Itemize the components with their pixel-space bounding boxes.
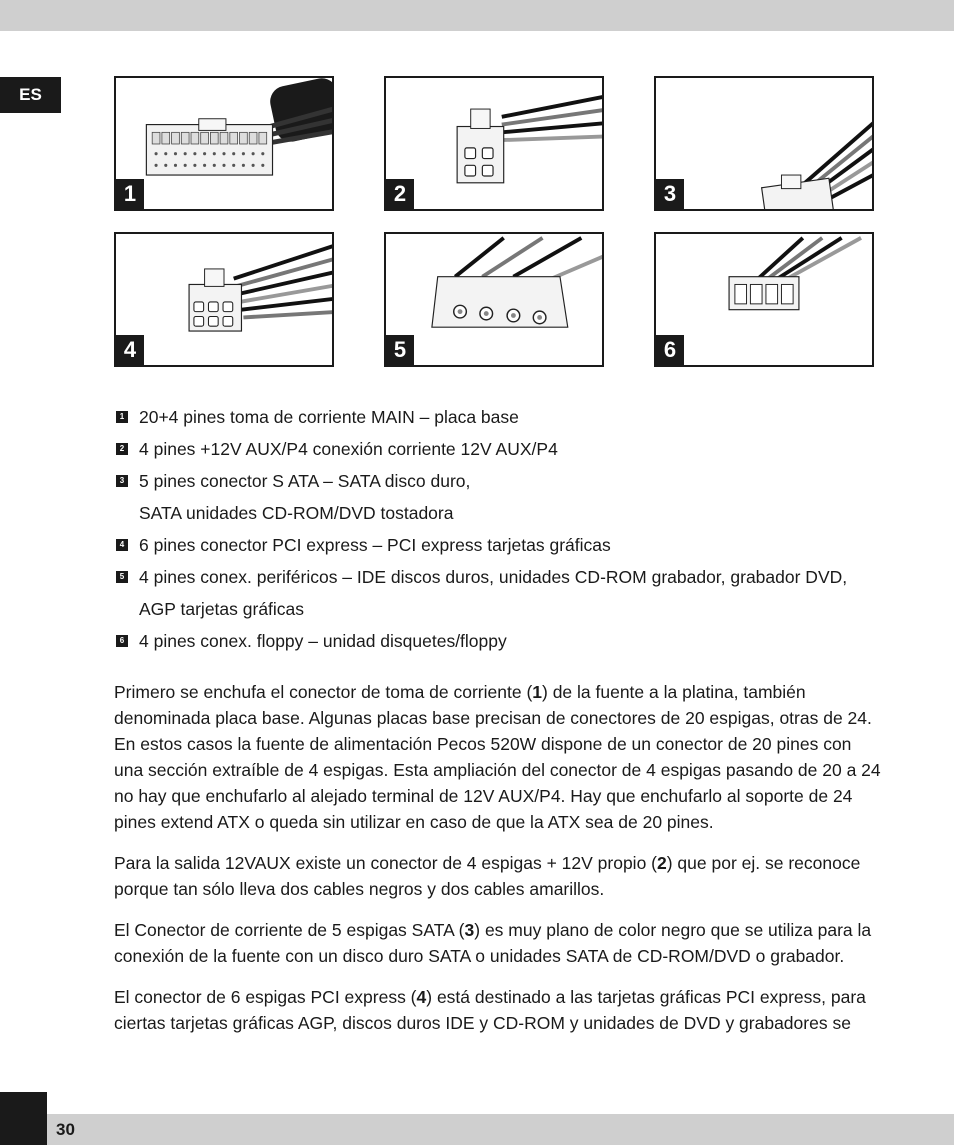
figure-number: 6 — [656, 335, 684, 365]
list-number-badge: 5 — [116, 571, 128, 583]
paragraph-text: El Conector de corriente de 5 espigas SATA ( — [114, 920, 465, 940]
list-item-text: 4 pines +12V AUX/P4 conexión corriente 12V AUX/P4 — [139, 439, 558, 459]
list-number-badge: 4 — [116, 539, 128, 551]
list-item — [116, 529, 896, 561]
p4-4pin-connector-illustration — [386, 78, 602, 209]
paragraph — [114, 917, 884, 969]
paragraph — [114, 984, 884, 1036]
figure-1 — [114, 76, 334, 211]
connector-legend-list — [116, 401, 896, 657]
paragraph — [114, 679, 884, 835]
list-item-text-continued: SATA unidades CD-ROM/DVD tostadora — [139, 503, 454, 523]
figure-5 — [384, 232, 604, 367]
page-number: 30 — [56, 1120, 75, 1139]
list-item — [116, 465, 896, 529]
figure-number: 4 — [116, 335, 144, 365]
paragraph-text: ) está destinado a las tarjetas gráficas PCI express, para ciertas tarjetas gráficas AGP, discos duros IDE y CD-ROM y unidades de DVD y grabadores se — [114, 987, 866, 1033]
figure-3 — [654, 76, 874, 211]
list-number-badge: 2 — [116, 443, 128, 455]
header-bar — [0, 0, 954, 31]
figure-reference: 3 — [464, 920, 475, 940]
list-item-text: 4 pines conex. periféricos – IDE discos duros, unidades CD-ROM grabador, grabador DVD, — [139, 567, 848, 587]
pcie-6pin-connector-illustration — [116, 234, 332, 365]
language-tab: ES — [0, 77, 61, 113]
figure-4 — [114, 232, 334, 367]
paragraph — [114, 850, 884, 902]
list-item-text: 20+4 pines toma de corriente MAIN – placa base — [139, 407, 519, 427]
list-item-text: 5 pines conector S ATA – SATA disco duro, — [139, 471, 471, 491]
paragraph-text: ) de la fuente a la platina, también denominada placa base. Algunas placas base precisan de conectores de 20 espigas, otras de 24. En estos casos la fuente de alimentación Pecos 520W dispone de un conector de 20 pines con una sección extraíble de 4 espigas. Esta ampliación del conector de 4 espigas pasando de 20 a 24 no hay que enchufarlo al alejado terminal de 12V AUX/P4. Hay que enchufarlo al soporte de 24 pines extend ATX o queda sin utilizar en caso de que la ATX sea de 20 pines. — [114, 682, 881, 832]
body-text — [114, 679, 884, 1051]
list-number-badge: 1 — [116, 411, 128, 423]
sata-connector-illustration — [656, 78, 872, 209]
list-item-text-continued: AGP tarjetas gráficas — [139, 599, 305, 619]
footer-bar — [47, 1114, 954, 1145]
figure-reference: 4 — [416, 987, 427, 1007]
list-item-text: 6 pines conector PCI express – PCI express tarjetas gráficas — [139, 535, 611, 555]
footer-marker — [0, 1092, 47, 1145]
figure-2 — [384, 76, 604, 211]
list-item — [116, 433, 896, 465]
figure-number: 5 — [386, 335, 414, 365]
list-item — [116, 625, 896, 657]
list-item-text: 4 pines conex. floppy – unidad disquetes/floppy — [139, 631, 507, 651]
figure-reference: 2 — [657, 853, 667, 873]
list-item — [116, 561, 896, 625]
figure-number: 1 — [116, 179, 144, 209]
paragraph-text: ) que por ej. se reconoce porque tan sólo lleva dos cables negros y dos cables amarillos. — [114, 853, 861, 899]
list-number-badge: 6 — [116, 635, 128, 647]
figure-number: 3 — [656, 179, 684, 209]
paragraph-text: ) es muy plano de color negro que se utiliza para la conexión de la fuente con un disco duro SATA o unidades SATA de CD-ROM/DVD o grabador. — [114, 920, 872, 966]
atx-24pin-connector-illustration — [116, 78, 332, 209]
figure-reference: 1 — [532, 682, 542, 702]
molex-4pin-connector-illustration — [386, 234, 602, 365]
figure-6 — [654, 232, 874, 367]
paragraph-text: Primero se enchufa el conector de toma de corriente ( — [114, 682, 533, 702]
list-number-badge: 3 — [116, 475, 128, 487]
list-item — [116, 401, 896, 433]
floppy-4pin-connector-illustration — [656, 234, 872, 365]
figure-number: 2 — [386, 179, 414, 209]
paragraph-text: El conector de 6 espigas PCI express ( — [114, 987, 417, 1007]
paragraph-text: Para la salida 12VAUX existe un conector de 4 espigas + 12V propio ( — [114, 853, 657, 873]
